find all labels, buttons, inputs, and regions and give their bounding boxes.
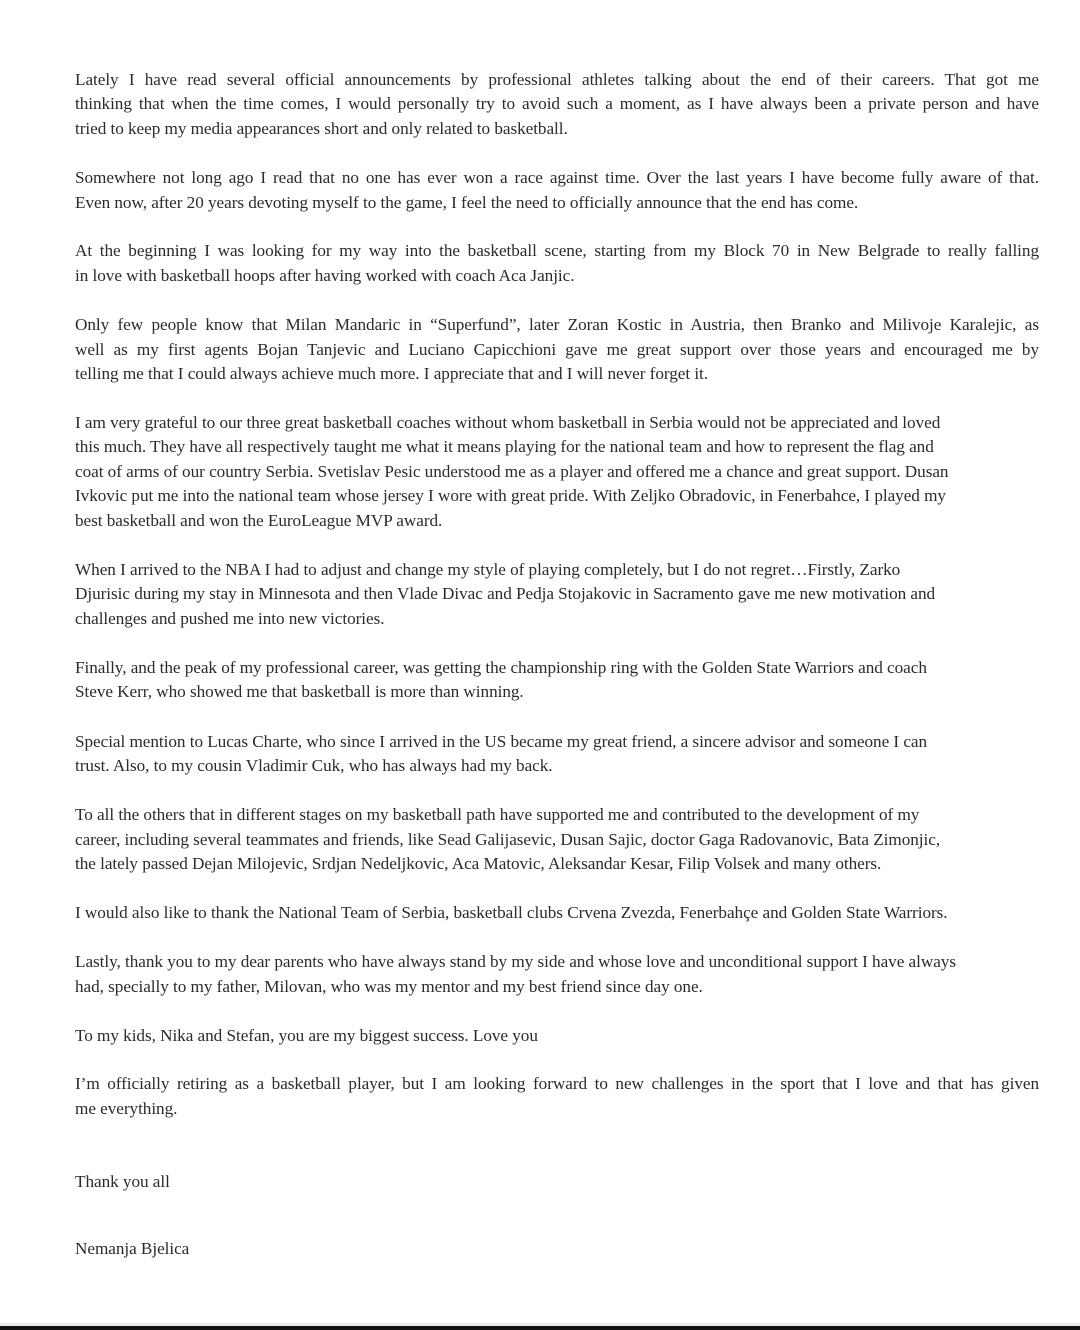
text-line: Djurisic during my stay in Minnesota and then Vlade Divac and Pedja Stojakovic in Sacramento gave me new motivation and (75, 584, 936, 603)
text-line: coat of arms of our country Serbia. Svetislav Pesic understood me as a player and offered me a chance and great support. Dusan (75, 462, 949, 481)
text-line: career, including several teammates and friends, like Sead Galijasevic, Dusan Sajic, doctor Gaga Radovanovic, Bata Zimonjic, (75, 830, 941, 849)
text-line: trust. Also, to my cousin Vladimir Cuk, who has always had my back. (75, 756, 553, 775)
closing-text: Thank you all (75, 1172, 170, 1191)
text-line: Lately I have read several official announcements by professional athletes talking about the end of their careers. That got me (75, 70, 1039, 89)
text-line: in love with basketball hoops after having worked with coach Aca Janjic. (75, 266, 575, 285)
text-line: When I arrived to the NBA I had to adjust and change my style of playing completely, but I do not regret…Firstly, Zarko (75, 560, 901, 579)
text-line: best basketball and won the EuroLeague MVP award. (75, 511, 443, 530)
bottom-border (0, 1326, 1080, 1330)
text-line: well as my first agents Bojan Tanjevic and Luciano Capicchioni gave me great support over those years and encouraged me by (75, 340, 1039, 359)
text-line: had, specially to my father, Milovan, who was my mentor and my best friend since day one. (75, 977, 703, 996)
text-line: Somewhere not long ago I read that no one has ever won a race against time. Over the last years I have become fully aware of that. (75, 168, 1039, 187)
text-line: To all the others that in different stages on my basketball path have supported me and contributed to the development of my (75, 805, 920, 824)
text-line: telling me that I could always achieve much more. I appreciate that and I will never forget it. (75, 364, 709, 383)
text-line: Lastly, thank you to my dear parents who have always stand by my side and whose love and unconditional support I have always (75, 952, 956, 971)
text-line: I’m officially retiring as a basketball player, but I am looking forward to new challenges in the sport that I love and that has given (75, 1074, 1039, 1093)
text-line: the lately passed Dejan Milojevic, Srdjan Nedeljkovic, Aca Matovic, Aleksandar Kesar, Filip Volsek and many others. (75, 854, 882, 873)
text-line: Finally, and the peak of my professional career, was getting the championship ring with the Golden State Warriors and coach (75, 658, 927, 677)
signature: Nemanja Bjelica (75, 1239, 190, 1258)
text-line: To my kids, Nika and Stefan, you are my biggest success. Love you (75, 1026, 538, 1045)
text-line: I would also like to thank the National Team of Serbia, basketball clubs Crvena Zvezda, Fenerbahçe and Golden State Warriors. (75, 903, 948, 922)
text-line: tried to keep my media appearances short and only related to basketball. (75, 119, 568, 138)
text-line: Ivkovic put me into the national team whose jersey I wore with great pride. With Zeljko Obradovic, in Fenerbahce, I played my (75, 486, 946, 505)
text-line: I am very grateful to our three great basketball coaches without whom basketball in Serbia would not be appreciated and loved (75, 413, 941, 432)
text-line: me everything. (75, 1099, 178, 1118)
text-line: challenges and pushed me into new victories. (75, 609, 385, 628)
text-line: Special mention to Lucas Charte, who since I arrived in the US became my great friend, a sincere advisor and someone I can (75, 732, 928, 751)
text-line: thinking that when the time comes, I would personally try to avoid such a moment, as I have always been a private person and have (75, 94, 1039, 113)
text-line: Only few people know that Milan Mandaric in “Superfund”, later Zoran Kostic in Austria, then Branko and Milivoje Karalejic, as (75, 315, 1039, 334)
text-line: Steve Kerr, who showed me that basketball is more than winning. (75, 682, 524, 701)
text-line: At the beginning I was looking for my way into the basketball scene, starting from my Block 70 in New Belgrade to really falling (75, 241, 1039, 260)
text-line: this much. They have all respectively taught me what it means playing for the national team and how to represent the flag and (75, 437, 934, 456)
text-line: Even now, after 20 years devoting myself to the game, I feel the need to officially announce that the end has come. (75, 193, 859, 212)
